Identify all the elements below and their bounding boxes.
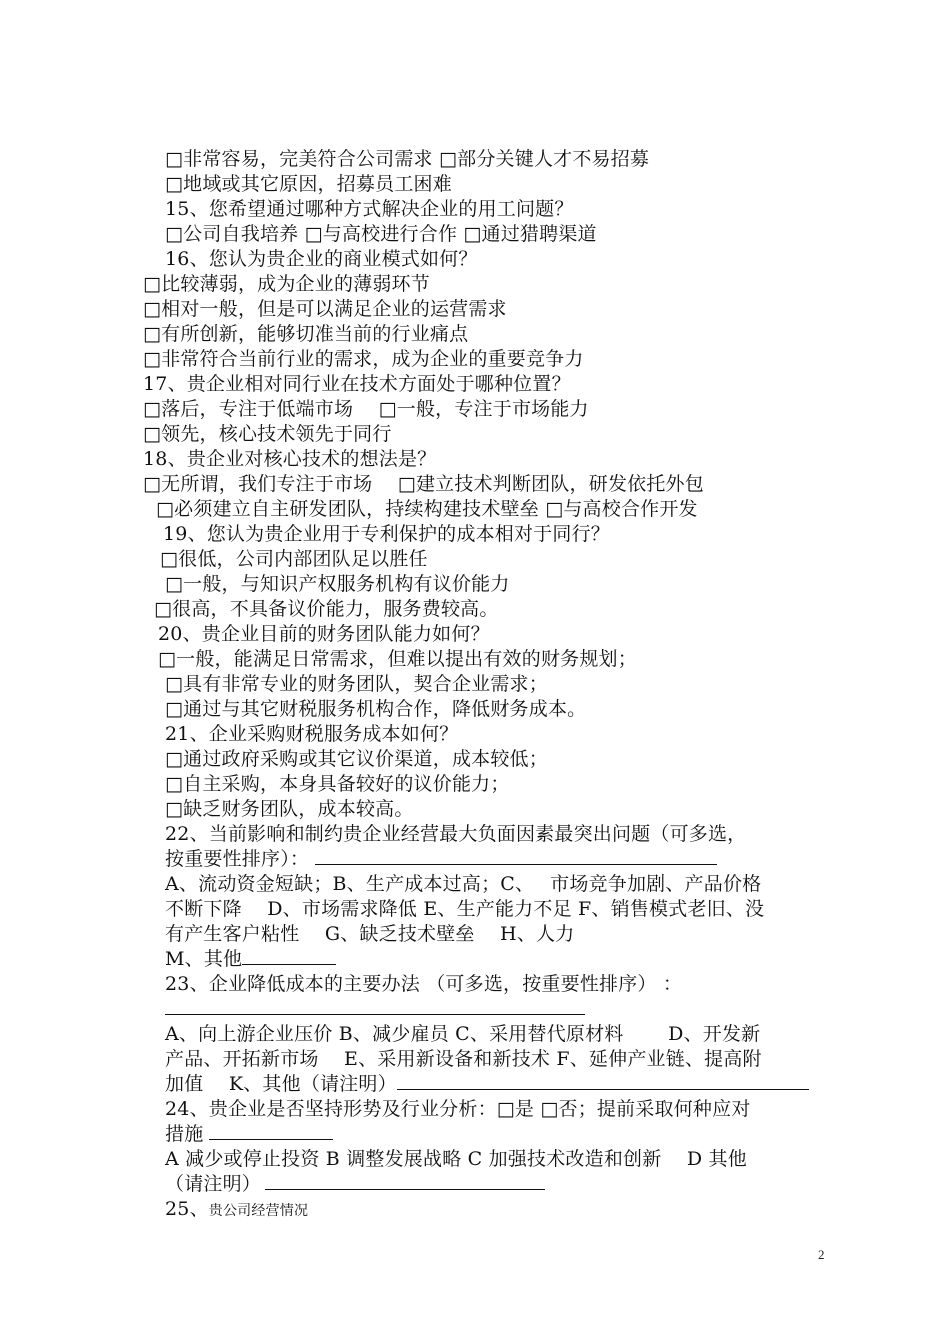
q15-options: □公司自我培养 □与高校进行合作 □通过猎聘渠道 [165, 223, 597, 245]
q19-option-1: □很低，公司内部团队足以胜任 [160, 548, 428, 570]
question-17: 17、贵企业相对同行业在技术方面处于哪种位置？ [143, 373, 571, 395]
q22-choices-3: 有产生客户粘性 G、缺乏技术壁垒 H、人力 [165, 923, 575, 945]
q22-answer-blank[interactable] [315, 850, 717, 865]
q20-option-3: □通过与其它财税服务机构合作，降低财务成本。 [165, 698, 587, 720]
q17-options-1: □落后，专注于低端市场 □一般，专注于市场能力 [143, 398, 589, 420]
question-24: 24、贵企业是否坚持形势及行业分析：□是 □否；提前采取何种应对 [165, 1098, 751, 1120]
q21-option-2: □自主采购，本身具备较好的议价能力； [165, 773, 510, 795]
question-20: 20、贵企业目前的财务团队能力如何？ [158, 623, 490, 645]
q25-number: 25、 [165, 1198, 209, 1220]
q24-choices: A 减少或停止投资 B 调整发展战略 C 加强技术改造和创新 D 其他 [165, 1148, 747, 1170]
q23-other-blank[interactable] [397, 1075, 809, 1090]
q23-answer-line [165, 997, 585, 1021]
question-21: 21、企业采购财税服务成本如何？ [165, 723, 459, 745]
q16-option-2: □相对一般，但是可以满足企业的运营需求 [143, 298, 507, 320]
q16-option-3: □有所创新，能够切准当前的行业痛点 [143, 323, 469, 345]
q21-option-1: □通过政府采购或其它议价渠道，成本较低； [165, 748, 548, 770]
q24-other-label: （请注明） [165, 1173, 262, 1195]
q23-answer-blank[interactable] [165, 1000, 585, 1015]
q24-other [165, 1172, 545, 1196]
page-number: 2 [818, 1247, 825, 1262]
q16-option-4: □非常符合当前行业的需求，成为企业的重要竞争力 [143, 348, 584, 370]
q22-prompt: 按重要性排序）： [165, 848, 310, 870]
question-18: 18、贵企业对核心技术的想法是？ [143, 448, 437, 470]
question-16: 16、您认为贵企业的商业模式如何？ [165, 248, 478, 270]
q22-other [165, 947, 336, 971]
q18-options-2: □必须建立自主研发团队，持续构建技术壁垒 □与高校合作开发 [156, 498, 698, 520]
question-22-cont [165, 847, 717, 871]
q19-option-3: □很高，不具备议价能力，服务费较高。 [154, 598, 499, 620]
question-23: 23、企业降低成本的主要办法 （可多选，按重要性排序） ： [165, 973, 683, 995]
q24-measures [165, 1122, 333, 1146]
q19-option-2: □一般，与知识产权服务机构有议价能力 [165, 573, 510, 595]
q24-other-blank[interactable] [265, 1175, 545, 1190]
q20-option-1: □一般，能满足日常需求，但难以提出有效的财务规划； [158, 648, 637, 670]
q20-option-2: □具有非常专业的财务团队，契合企业需求； [165, 673, 548, 695]
question-25 [165, 1197, 308, 1223]
q25-title: 贵公司经营情况 [208, 1203, 309, 1219]
question-22: 22、当前影响和制约贵企业经营最大负面因素最突出问题（可多选， [165, 823, 747, 845]
q24-measures-label: 措施 [165, 1123, 204, 1145]
q22-other-label: M、其他 [165, 948, 243, 970]
q17-options-2: □领先，核心技术领先于同行 [143, 423, 392, 445]
q21-option-3: □缺乏财务团队，成本较高。 [165, 798, 414, 820]
q14-option-line-1: □非常容易，完美符合公司需求 □部分关键人才不易招募 [165, 148, 650, 170]
q22-other-blank[interactable] [242, 950, 336, 965]
q23-choices-1: A、向上游企业压价 B、减少雇员 C、采用替代原材料 D、开发新 [165, 1023, 761, 1045]
q22-choices-1: A、流动资金短缺；B、生产成本过高；C、 市场竞争加剧、产品价格 [165, 873, 762, 895]
q23-choices-2: 产品、开拓新市场 E、采用新设备和新技术 F、延伸产业链、提高附 [165, 1048, 762, 1070]
q22-choices-2: 不断下降 D、市场需求降低 E、生产能力不足 F、销售模式老旧、没 [165, 898, 765, 920]
q23-choices-3 [165, 1072, 809, 1096]
q24-measures-blank[interactable] [209, 1125, 333, 1140]
q18-options-1: □无所谓，我们专注于市场 □建立技术判断团队，研发依托外包 [143, 473, 704, 495]
question-19: 19、您认为贵企业用于专利保护的成本相对于同行？ [163, 523, 610, 545]
q14-option-line-2: □地域或其它原因，招募员工困难 [165, 173, 452, 195]
question-15: 15、您希望通过哪种方式解决企业的用工问题？ [165, 198, 574, 220]
q16-option-1: □比较薄弱，成为企业的薄弱环节 [143, 273, 430, 295]
q23-other-label: 加值 K、其他（请注明） [165, 1073, 397, 1095]
